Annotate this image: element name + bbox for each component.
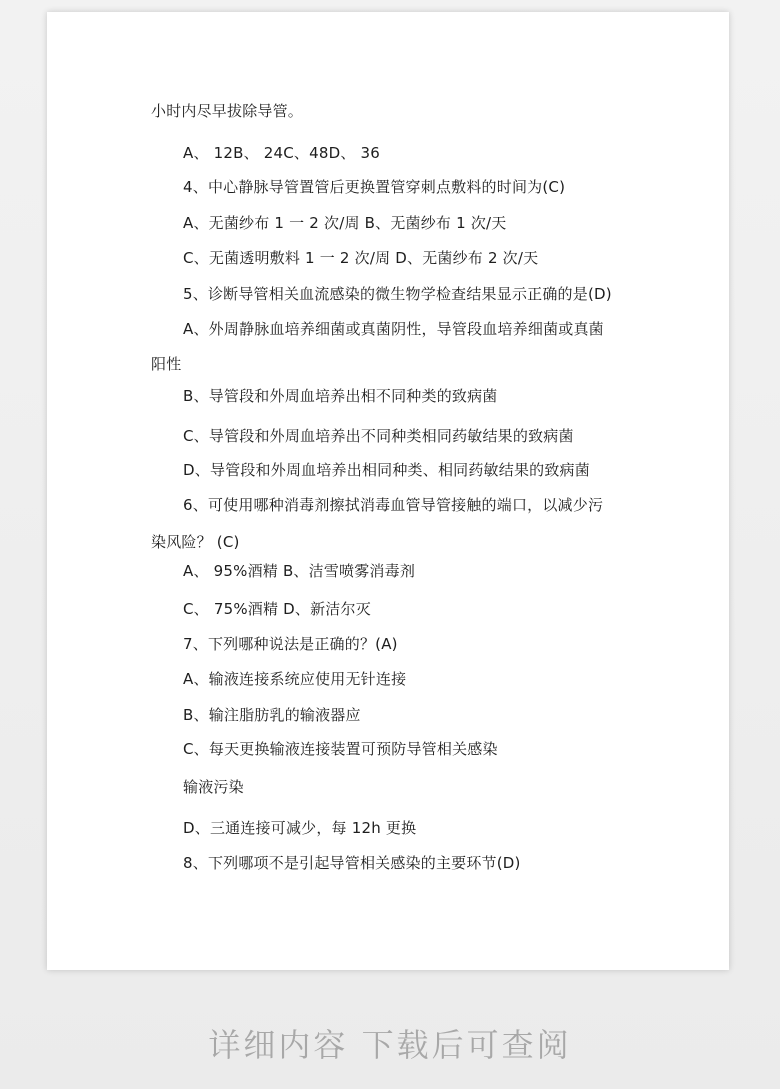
text-line: C、每天更换输液连接装置可预防导管相关感染	[183, 740, 498, 758]
text-line: C、 75%酒精 D、新洁尔灭	[183, 600, 371, 618]
text-line: C、无菌透明敷料 1 一 2 次/周 D、无菌纱布 2 次/天	[183, 249, 539, 267]
text-line: A、 12B、 24C、48D、 36	[183, 144, 381, 162]
text-line: A、输液连接系统应使用无针连接	[183, 670, 407, 688]
text-line: 7、下列哪种说法是正确的？(A)	[183, 635, 398, 653]
text-line: 4、中心静脉导管置管后更换置管穿刺点敷料的时间为(C)	[183, 178, 566, 196]
text-line: 5、诊断导管相关血流感染的微生物学检查结果显示正确的是(D)	[183, 285, 612, 303]
text-line: 小时内尽早拔除导管。	[151, 102, 304, 120]
text-line: 染风险？ (C)	[151, 533, 240, 551]
text-line: 8、下列哪项不是引起导管相关感染的主要环节(D)	[183, 854, 521, 872]
text-line: A、无菌纱布 1 一 2 次/周 B、无菌纱布 1 次/天	[183, 214, 507, 232]
text-line: C、导管段和外周血培养出不同种类相同药敏结果的致病菌	[183, 427, 574, 445]
text-line: D、三通连接可减少，每 12h 更换	[183, 819, 417, 837]
text-line: A、 95%酒精 B、洁雪喷雾消毒剂	[183, 562, 416, 580]
text-line: B、输注脂肪乳的输液器应	[183, 706, 361, 724]
text-line: B、导管段和外周血培养出相不同种类的致病菌	[183, 387, 498, 405]
text-line: 6、可使用哪种消毒剂擦拭消毒血管导管接触的端口，以减少污	[183, 496, 604, 514]
text-line: D、导管段和外周血培养出相同种类、相同药敏结果的致病菌	[183, 461, 590, 479]
text-line: 输液污染	[183, 778, 244, 796]
document-page	[47, 12, 729, 970]
footer-caption: 详细内容 下载后可查阅	[208, 1026, 572, 1064]
text-line: A、外周静脉血培养细菌或真菌阴性，导管段血培养细菌或真菌	[183, 320, 604, 338]
text-line: 阳性	[151, 355, 182, 373]
